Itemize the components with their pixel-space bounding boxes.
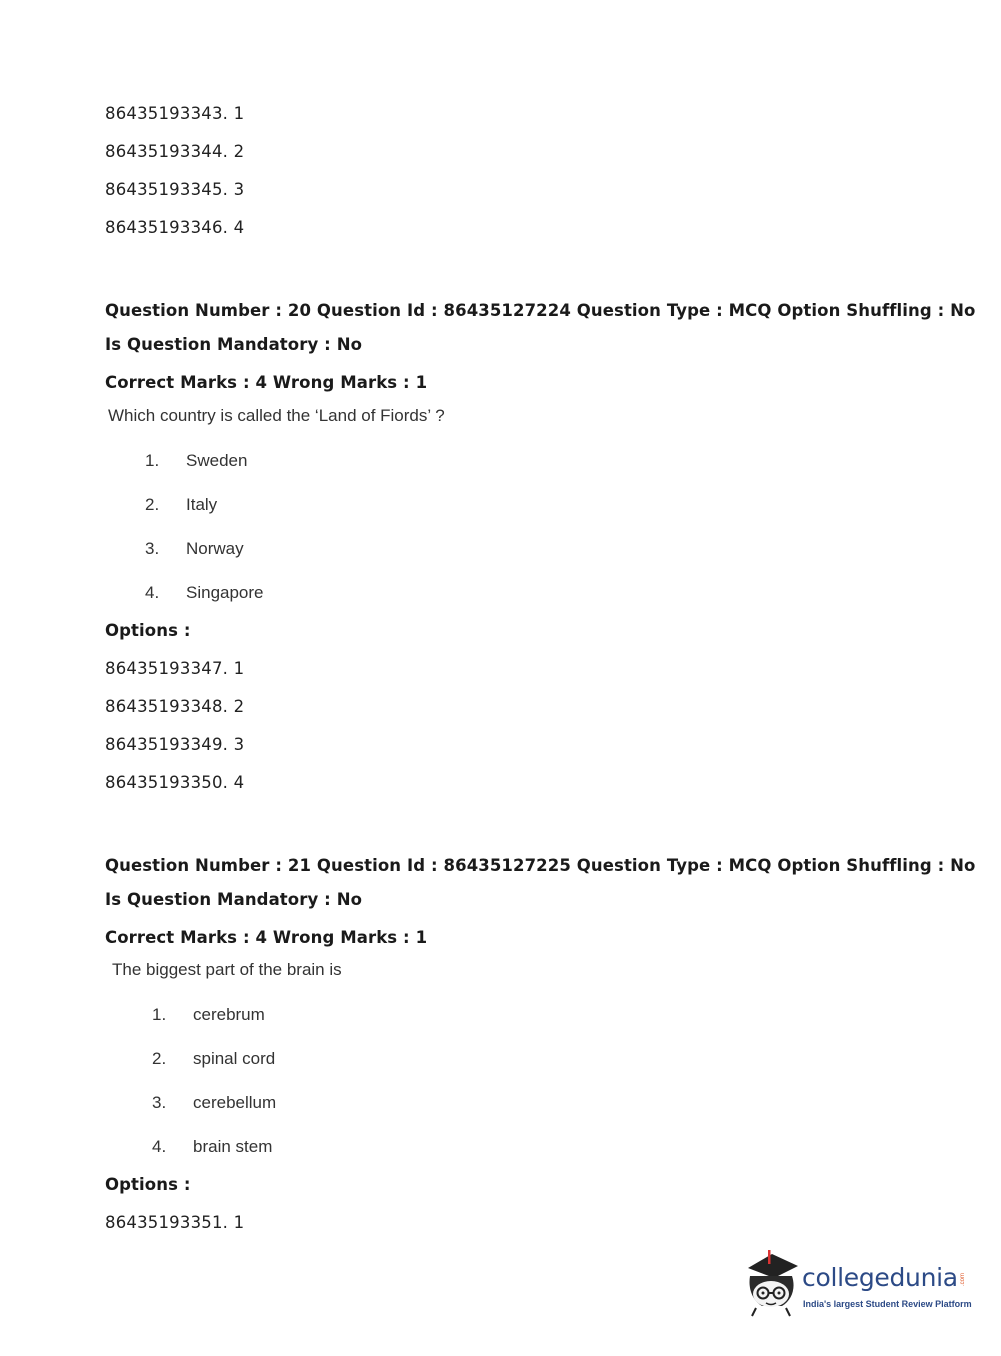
choice-number: 2. bbox=[145, 495, 160, 514]
choice-text: spinal cord bbox=[193, 1049, 276, 1068]
choice-number: 3. bbox=[152, 1093, 167, 1112]
question-marks: Correct Marks : 4 Wrong Marks : 1 bbox=[105, 928, 428, 947]
question-marks: Correct Marks : 4 Wrong Marks : 1 bbox=[105, 373, 428, 392]
logo-name: collegedunia bbox=[802, 1263, 958, 1292]
question-header: Question Number : 20 Question Id : 86435127224 Question Type : MCQ Option Shuffling : No bbox=[105, 301, 976, 320]
options-label: Options : bbox=[105, 621, 191, 640]
choice-text: Norway bbox=[186, 539, 244, 558]
choice-text: cerebellum bbox=[193, 1093, 277, 1112]
options-label: Options : bbox=[105, 1175, 191, 1194]
option-line: 86435193350. 4 bbox=[105, 773, 245, 792]
mascot-graduation-cap-icon bbox=[742, 1248, 802, 1318]
question-mandatory: Is Question Mandatory : No bbox=[105, 335, 363, 354]
choice-number: 3. bbox=[145, 539, 160, 558]
choice-number: 1. bbox=[145, 451, 160, 470]
choice-number: 2. bbox=[152, 1049, 167, 1068]
logo-suffix: .com bbox=[960, 1273, 966, 1287]
option-line: 86435193345. 3 bbox=[105, 180, 245, 199]
choice-text: brain stem bbox=[193, 1137, 273, 1156]
option-line: 86435193347. 1 bbox=[105, 659, 245, 678]
choice-text: Singapore bbox=[186, 583, 264, 602]
choice-text: Sweden bbox=[186, 451, 248, 470]
option-line: 86435193346. 4 bbox=[105, 218, 245, 237]
choice-number: 4. bbox=[152, 1137, 167, 1156]
question-text: Which country is called the ‘Land of Fiords’ ? bbox=[108, 406, 445, 425]
option-line: 86435193344. 2 bbox=[105, 142, 245, 161]
collegedunia-logo[interactable] bbox=[742, 1248, 972, 1320]
option-line: 86435193351. 1 bbox=[105, 1213, 245, 1232]
question-text: The biggest part of the brain is bbox=[112, 960, 342, 979]
choice-text: cerebrum bbox=[193, 1005, 265, 1024]
question-mandatory: Is Question Mandatory : No bbox=[105, 890, 363, 909]
choice-number: 4. bbox=[145, 583, 160, 602]
option-line: 86435193343. 1 bbox=[105, 104, 245, 123]
choice-number: 1. bbox=[152, 1005, 167, 1024]
question-header: Question Number : 21 Question Id : 86435127225 Question Type : MCQ Option Shuffling : No bbox=[105, 856, 976, 875]
choice-text: Italy bbox=[186, 495, 218, 514]
option-line: 86435193348. 2 bbox=[105, 697, 245, 716]
logo-tagline: India's largest Student Review Platform bbox=[803, 1299, 972, 1309]
option-line: 86435193349. 3 bbox=[105, 735, 245, 754]
